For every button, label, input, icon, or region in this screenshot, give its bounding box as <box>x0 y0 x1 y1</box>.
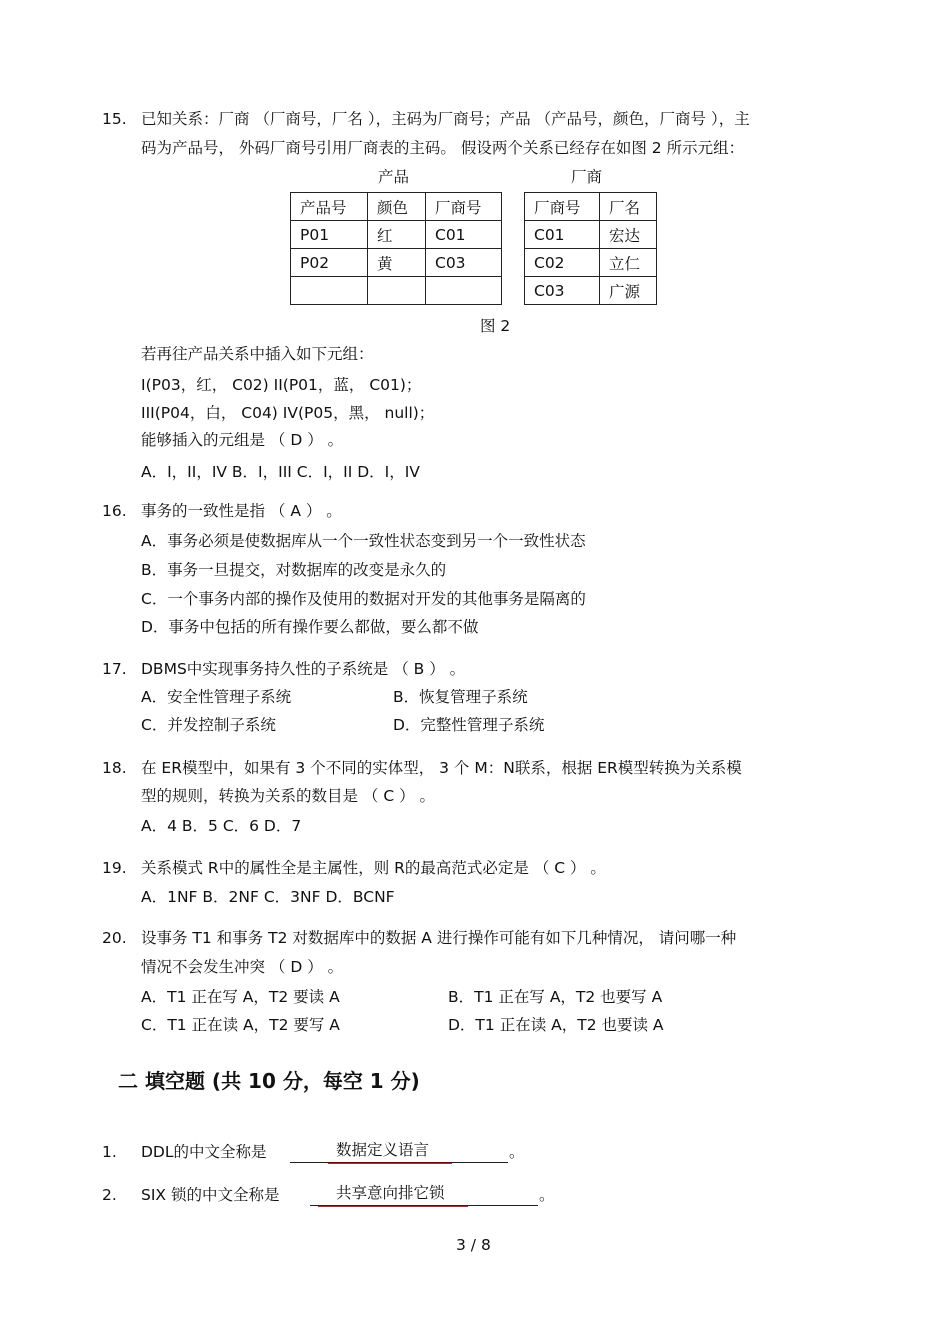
table-cell: 宏达 <box>600 221 657 249</box>
table-cell: C03 <box>426 249 502 277</box>
fill2-prefix: SIX 锁的中文全称是 <box>141 1186 280 1204</box>
q16-option-a: A．事务必须是使数据库从一个一致性状态变到另一个一致性状态 <box>141 532 586 550</box>
table-row <box>291 249 502 277</box>
table-header-cell: 产品号 <box>291 193 368 221</box>
table-row <box>525 277 657 305</box>
q16-option-c: C．一个事务内部的操作及使用的数据对开发的其他事务是隔离的 <box>141 590 586 608</box>
fill2-number: 2. <box>102 1186 117 1204</box>
table-cell: P02 <box>291 249 368 277</box>
fill2-suffix: 。 <box>539 1186 555 1204</box>
q15-line2: 码为产品号， 外码厂商号引用厂商表的主码。 假设两个关系已经存在如图 2 所示元组： <box>141 139 745 157</box>
q15-number: 15. <box>102 110 127 128</box>
table-cell: C01 <box>426 221 502 249</box>
q16-stem: 事务的一致性是指 （ A ） 。 <box>141 502 342 520</box>
table-header-cell: 厂商号 <box>426 193 502 221</box>
q15-tuples-line1: I(P03，红， C02) II(P01，蓝， C01)； <box>141 376 422 394</box>
q18-line2: 型的规则，转换为关系的数目是 （ C ） 。 <box>141 787 436 805</box>
table-cell: P01 <box>291 221 368 249</box>
table-cell: 黄 <box>368 249 426 277</box>
page-number: 3 / 8 <box>456 1236 491 1254</box>
q17-option-c: C．并发控制子系统 <box>141 716 276 734</box>
table-header-cell: 厂名 <box>600 193 657 221</box>
q18-options: A．4 B．5 C．6 D．7 <box>141 817 302 835</box>
section-heading: 二 填空题 (共 10 分，每空 1 分) <box>118 1069 420 1093</box>
q17-number: 17. <box>102 660 127 678</box>
fill2-answer: 共享意向排它锁 <box>336 1184 445 1202</box>
table-row <box>291 277 502 305</box>
table-cell: 立仁 <box>600 249 657 277</box>
table-cell: 广源 <box>600 277 657 305</box>
q19-number: 19. <box>102 859 127 877</box>
fill1-answer-mark <box>328 1163 452 1164</box>
q17-stem: DBMS中实现事务持久性的子系统是 （ B ） 。 <box>141 660 466 678</box>
q20-line2: 情况不会发生冲突 （ D ） 。 <box>141 958 344 976</box>
table-header-cell: 颜色 <box>368 193 426 221</box>
q20-line1: 设事务 T1 和事务 T2 对数据库中的数据 A 进行操作可能有如下几种情况， 请问哪一种 <box>141 929 737 947</box>
table-row <box>525 221 657 249</box>
q15-insert-intro: 若再往产品关系中插入如下元组： <box>141 345 374 363</box>
fill2-answer-mark <box>318 1206 468 1207</box>
q17-option-b: B．恢复管理子系统 <box>393 688 528 706</box>
q20-option-a: A．T1 正在写 A，T2 要读 A <box>141 988 340 1006</box>
q20-option-d: D．T1 正在读 A，T2 也要读 A <box>448 1016 664 1034</box>
product-table-caption: 产品 <box>378 168 410 186</box>
q16-number: 16. <box>102 502 127 520</box>
q15-tuples-line2: III(P04，白， C04) IV(P05，黑， null)； <box>141 404 435 422</box>
q15-line1: 已知关系：厂商 （厂商号，厂名 ），主码为厂商号；产品 （产品号，颜色，厂商号 ），主 <box>141 110 750 128</box>
fill1-suffix: 。 <box>509 1143 525 1161</box>
q20-number: 20. <box>102 929 127 947</box>
maker-table-caption: 厂商 <box>571 168 603 186</box>
q15-question: 能够插入的元组是 （ D ） 。 <box>141 431 344 449</box>
q20-option-b: B．T1 正在写 A，T2 也要写 A <box>448 988 663 1006</box>
fill1-prefix: DDL的中文全称是 <box>141 1143 267 1161</box>
figure-label: 图 2 <box>480 317 511 335</box>
maker-table <box>524 192 657 305</box>
q16-option-b: B．事务一旦提交，对数据库的改变是永久的 <box>141 561 447 579</box>
product-table <box>290 192 502 305</box>
q20-option-c: C．T1 正在读 A，T2 要写 A <box>141 1016 340 1034</box>
table-cell <box>426 277 502 305</box>
table-cell <box>368 277 426 305</box>
table-header-cell: 厂商号 <box>525 193 600 221</box>
table-header-row <box>525 193 657 221</box>
q15-options: A．I，II，IV B．I，III C．I，II D．I，IV <box>141 463 420 481</box>
q19-options: A．1NF B．2NF C．3NF D．BCNF <box>141 888 395 906</box>
table-cell: C02 <box>525 249 600 277</box>
q18-line1: 在 ER模型中，如果有 3 个不同的实体型， 3 个 M：N联系，根据 ER模型转换为关系模 <box>141 759 742 777</box>
table-row <box>525 249 657 277</box>
q19-stem: 关系模式 R中的属性全是主属性，则 R的最高范式必定是 （ C ） 。 <box>141 859 606 877</box>
q17-option-a: A．安全性管理子系统 <box>141 688 292 706</box>
table-cell <box>291 277 368 305</box>
fill1-answer: 数据定义语言 <box>336 1141 430 1159</box>
q16-option-d: D．事务中包括的所有操作要么都做，要么都不做 <box>141 618 479 636</box>
q18-number: 18. <box>102 759 127 777</box>
table-cell: C01 <box>525 221 600 249</box>
table-cell: C03 <box>525 277 600 305</box>
table-cell: 红 <box>368 221 426 249</box>
q17-option-d: D．完整性管理子系统 <box>393 716 545 734</box>
table-header-row <box>291 193 502 221</box>
table-row <box>291 221 502 249</box>
fill1-number: 1. <box>102 1143 117 1161</box>
